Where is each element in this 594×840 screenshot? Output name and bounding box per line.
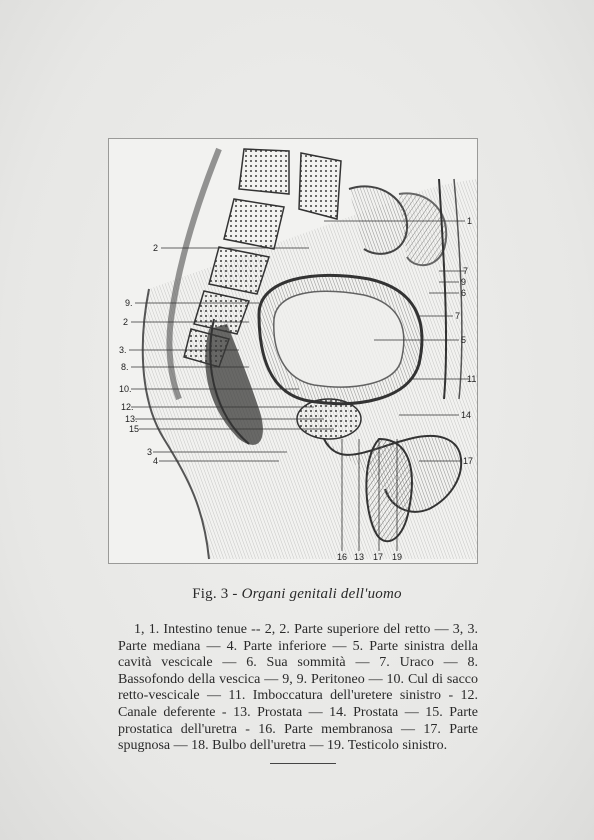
label-left-15: 15 — [129, 424, 140, 434]
label-right-17: 17 — [463, 456, 474, 466]
label-right-9: 9 — [461, 277, 467, 287]
label-right-1: 1 — [467, 216, 473, 226]
anatomy-drawing — [109, 139, 477, 563]
label-left-12: 12. — [121, 402, 134, 412]
label-bottom-16: 16 — [337, 552, 348, 562]
legend-text: 1, 1. Intestino tenue -- 2, 2. Parte superiore del retto — 3, 3. Parte mediana — 4. Parte inferiore — 5. Parte sinistra della cavità vescicale — 6. Sua sommità — 7. Uraco — 8. Bassofondo della vescica — 9, 9. Peritoneo — 10. Cul di sacco retto-vescicale — 11. Imboccatura dell'uretere sinistro - 12. Canale deferente - 13. Prostata — 14. Prostata — 15. Parte prostatica dell'uretra - 16. Parte membranosa — 17. Parte spugnosa — 18. Bulbo dell'uretra — 19. Testicolo sinistro. — [118, 622, 478, 754]
figure-legend — [118, 622, 478, 755]
label-left-3: 3. — [119, 345, 127, 355]
closing-rule — [270, 763, 336, 764]
label-left-10: 10. — [119, 384, 132, 394]
label-left-3-lower: 3 — [147, 447, 153, 457]
figure-title: Organi genitali dell'uomo — [241, 586, 402, 602]
figure-caption — [0, 586, 594, 603]
label-bottom-19: 19 — [392, 552, 403, 562]
label-left-2-upper: 2 — [153, 243, 159, 253]
label-right-11: 11 — [467, 374, 477, 384]
label-left-4: 4 — [153, 456, 159, 466]
label-right-14: 14 — [461, 410, 472, 420]
label-right-6: 6 — [461, 288, 467, 298]
label-right-7-lower: 7 — [455, 311, 461, 321]
label-right-5: 5 — [461, 335, 467, 345]
label-left-2: 2 — [123, 317, 129, 327]
label-bottom-17: 17 — [373, 552, 384, 562]
label-left-13: 13. — [125, 414, 138, 424]
figure-number: Fig. 3 - — [192, 586, 242, 602]
label-bottom-13: 13 — [354, 552, 365, 562]
label-left-8: 8. — [121, 362, 129, 372]
label-right-7: 7 — [463, 266, 469, 276]
label-left-9: 9. — [125, 298, 133, 308]
anatomical-illustration — [108, 138, 478, 564]
